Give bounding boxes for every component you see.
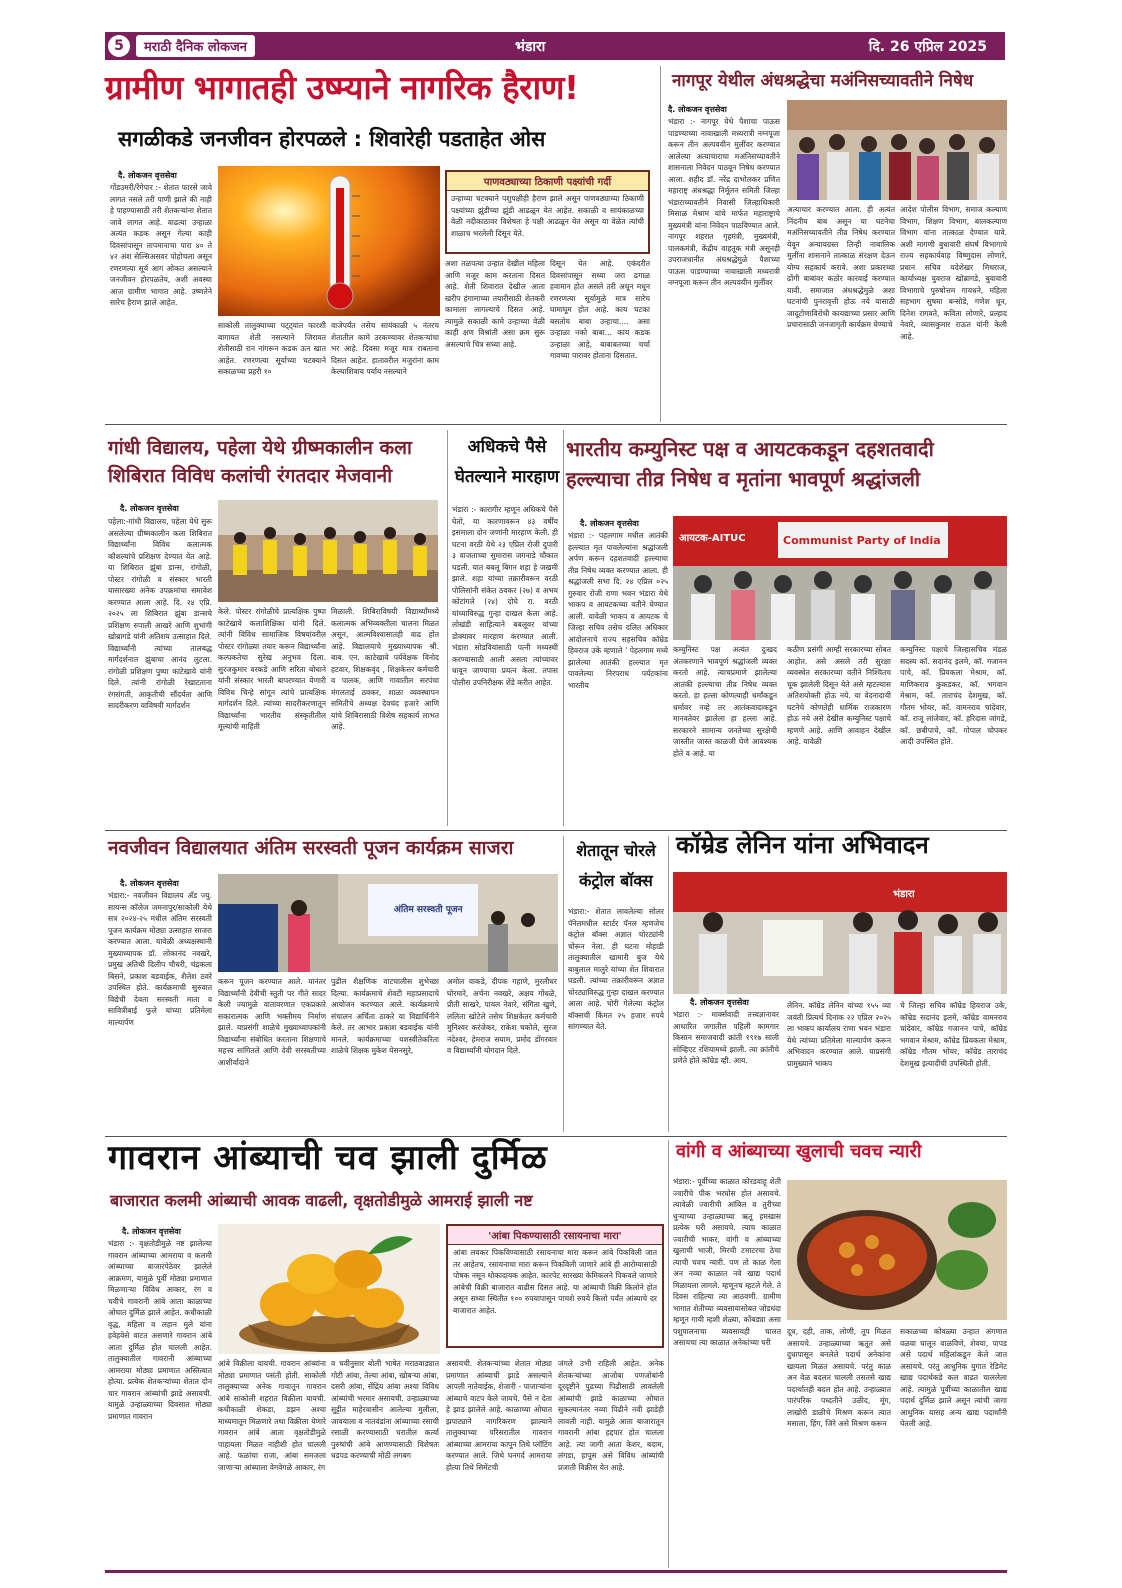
a2-col3: आदेश पोलीस विभाग, समाज कल्याण विभाग, शिक्षण विभाग, बालकल्याण विभाग यांना तात्काळ देण्यात यावे. अशी मागणी बुधावारी संघर्ष विभागाचे राज्य सहकार्यवाह विष्णुदास लोणारे, प्रधान सचिव यदेशेखर मिथराज, कार्याध्यक्ष युवराज खोब्रागडे, बुवावारी विभागाचे पुरुषोत्तम गायधने, महिला सहभाग सुषमा बन्सोडे, गणेश धून, दिनेश रागवते, कविता लोणारे, प्रल्हाद नेवारे, व्यासकुमार राऊत यांनी केली आहे. — [900, 205, 1007, 341]
a9-col1: भंडारा :- वृक्षतोडीमुळे नष्ट झालेल्या गावरान आंब्याच्या आमराया व कलमी आंब्याच्या बाजारपेठेवर झालेले आक्रमण, यामुळे पूर्वी मोठ्या प्रमाणात मिळणाऱ्या विविध आकार, रंग व चवीचे गावरानी आंबे आता काळाच्या ओघात दुर्मिळ झाले आहेत. कधीकाळी वृद्ध, महिला व लहान मुले यांना हवेहवेसे वाटत असणारे गावरान आंबे आता दुर्मिळ होत चालली आहेत. तालुक्यातील गावरानी आंब्याच्या आमराया मोठ्या प्रमाणात अस्तित्वात होत्या. प्रत्येक शेतकऱ्यांच्या शेतात दोन चार गावरान आंब्यांची झाडे असायची. यामुळे उन्हाळ्याच्या दिवसात मोठ्या प्रमाणात गावरान — [108, 1239, 212, 1421]
a1-sidebox-title: पाणवठ्याच्या ठिकाणी पक्ष्यांची गर्दी — [447, 172, 648, 191]
a9-byline: दै. लोकजन वृत्तसेवा — [122, 1227, 181, 1236]
a9-col2: आंबे विक्रीला यायची. गावरान आंब्यांना मोठ्या प्रमाणात पसंती होती. साकोली तालुक्याच्या अनेक गावातून गावरान आंबे साकोली शहरात विक्रीला यायची. कधीकाळी शेकडा, डझन अश्या माध्यमातून मिळणारे तथा विक्रीला येणारे गावरान आंबे आता वृक्षतोडीमुळे पाहायला मिळत नाहीशी होत चालली आहे. फळांचा राजा, आंबा समजला जाणाऱ्या आंब्याला वेगवेगळे आकार, रंग — [218, 1359, 326, 1472]
edition-date: दि. 26 एप्रिल 2025 — [868, 38, 987, 55]
a7-headline-line2: कंट्रोल बॉक्स — [579, 871, 653, 890]
a1-col1: गोंडउमरी/रेंगेपार :- शेतात फारसे जावे लागत नसले तरी पाणी झाले की नाही हे पाहण्यासाठी तरी शेतकऱ्यांना शेतात जावे लागत आहे. वाढत्या उन्हाळा अत्यंत कडक असून गेल्या काही दिवसांपासून तापमानाचा पारा ४० ते ४२ अंश सेल्सिअसवर पोहोचला असून रणरणत्या सूर्य आग ओकत असल्याने जनजीवन होरपळतेय, अशी अवस्था आज ग्रामीण भागात आहे. उष्णतेने सारेच हैराण झाले आहेत. — [110, 183, 212, 307]
a7-text: भंडारा:- शेतात लावलेल्या सोलर पॅनेलमधील स्टार्टर पॅनल म्हणजेच कंट्रोल बॉक्स अज्ञात चोरट्यांनी चोरून नेला. ही घटना मोहाडी तालुक्यातील खामारी बुज येथे बाबुलाल मालुरे यांच्या शेत शिवारात घडली. त्यांच्या तक्रारीवरून अज्ञात चोरट्याविरुद्ध गुन्हा दाखल करण्यात आला आहे. चोरी गेलेल्या कंट्रोल बॉक्सची किंमत २५ हजार रुपये सांगण्यात येते. — [568, 907, 664, 1031]
a3-headline — [108, 434, 448, 490]
a10-col2: दूध, दही, ताक, लोणी, तूप मिळत असायचे. उन्हाळ्याच्या ऋतूत असे दुधापासून बनलेले पदार्थ अनेकांना खायला मिळत असायचे. परंतु काळ अन वेळ बदलत चालली तसतसे खाद्य पदार्थातही बदल होत आहे. उन्हाळ्यात पारंपरिक पध्दतीने उळीद, मूंग, लाखोरी डाळीचे मिश्रण करून त्यात मसाला, हिंग, जिरे असे मिश्रण करून — [787, 1327, 891, 1428]
a5-headline-line2: हल्ल्याचा तीव्र निषेध व मृतांना भावपूर्ण श्रद्धांजली — [566, 467, 921, 491]
a6-byline: दै. लोकजन वृत्तसेवा — [120, 879, 179, 888]
a9-col5: जंगले उभी राहिली आहेत. अनेक शेतकऱ्यांच्या आजोबा पणजोबांनी दूरदृष्टीने पुढच्या पिढीसाठी लावलेली आंब्यांची झाडे काळाच्या ओघात सुकल्यानंतर नव्या पिढीने नवी झाडेही लावली नाही. यामुळे आता बाजारातून गावरानी आंबा हद्दपार होत चालला आहे. त्या जागी आता केशर, बदाम, लंगडा, हापूस असे विविध आंब्यांची प्रजाती विक्रीस येत आहे. — [558, 1359, 664, 1472]
a3-col3: मिळाली. शिबिराविषयी विद्यार्थ्यांमध्ये कलात्मक अभिव्यक्तीला चालना मिळत असून, आत्मविश्वासातही वाढ होत आहे. विद्यालयाचे मुख्याध्यापक श्री. बाब. एन. काटेखाये पर्यवेक्षक विनोद हटवार, शिक्षकवृंद , शिक्षकेत्तर कर्मचारी व पालक, आणि गावातील सरपंचा मंगलताई ठवकर, शाळा व्यवस्थापन समितीचे अध्यक्ष देवचंद हजारे आणि यांचे शिबिरासाठी विशेष सहकार्य लाभत आहे. — [331, 607, 439, 731]
a4-text: भंडारा :- कारागीर म्हणून अधिकचे पैसे घेतो, या कारणावरून ४३ वर्षीय इसमाला दोन जणांनी मारहाण केली. ही घटना वरठी येथे २३ एप्रिल रोजी दुपारी ३ वाजताच्या सुमारास जगनाडे चौकात घडली. यात बबलू बिगन शहा हे जखमी झाले. शहा यांच्या तक्रारीवरून वरठी पोलिसांनी संकेत ठवकर (२७) व अभय कोटांगले (२४) दोघे रा. वरठी यांच्याविरुद्ध गुन्हा दाखल केला आहे. लोखंडी साहित्याने बबलूवर यांच्या डोक्यावर मारहाण करण्यात आली. भंडारा सोडवियांसाठी पत्नी मध्यस्थी करण्यासाठी आली असता त्यांच्यावर धावून जाण्याचा प्रयत्न केला. तपास पोलीस उपनिरीक्षक शेंडे करीत आहेत. — [452, 505, 558, 687]
a1-col3: वाजेपर्यंत तसेच सायंकाळी ५ नंतरच शेतातील कामे उरकण्यावर शेतकऱ्यांचा भर आहे. दिवसा मजूर मात्र राबताना दिसत आहेत. हातावरील मजुरांना काम केल्याशिवाय पर्याय नसल्याने — [331, 321, 439, 376]
a6-photo — [218, 874, 558, 972]
a9-sidebox-title: 'आंबा पिकण्यासाठी रसायनाचा मारा' — [448, 1226, 662, 1245]
a5-byline: दै. लोकजन वृत्तसेवा — [580, 519, 639, 528]
a5-headline-line1: भारतीय कम्युनिस्ट पक्ष व आयटककडून दहशतवादी — [566, 437, 934, 461]
a1-thermometer-photo — [218, 166, 440, 316]
a5-col1: भंडारा :- पहलगाम मधील आतंकी हल्ल्यात मृत पावलेल्यांना श्रद्धांजली अर्पण करून दहशतवादी हल्ल्याचा तीव्र निषेध व्यक्त करण्यात आला. ही श्रद्धांजली सभा दि. २४ एप्रिल ०२५ गुरुवार रोजी राणा भवन भंडारा येथे भाकप व आयटकच्या वतीने घेण्यात आली. यावेळी भाकप व आयटक चे जिल्हा सचिव तसेच दलित अधिकार आंदोलनाचे राज्य सहसचिव कॉम्रेड हिवराज उके म्हणाले ' पेहलगाम मध्ये झालेल्या आतंकी हल्ल्यात मृत पावलेल्या निरपराध पर्यटकांना भारतीय — [568, 531, 668, 690]
a5-col4: कम्युनिस्ट पक्षाचे जिल्हासचिव मंडळ सदस्य कॉ. सदानंद इलमे, कॉ. गजानन पाचे, कॉ. प्रियकला मेश्राम, कॉ. माणिकराव कुकडकर, कॉ. भगवान मेश्राम, कॉ. ताराचंद देशमुख, कॉ. गौतम भोयर, कॉ. वामनराव चांदेवार, कॉ. राजू लांजेवार, कॉ. हरिदास जांगडे, कॉ. छबीपाचे, कॉ. गोपाल चोपकर आदी उपस्थित होते. — [900, 645, 1007, 746]
a10-food-photo — [787, 1180, 1007, 1320]
a1-subheadline: सगळीकडे जनजीवन होरपळले : शिवारेही पडताहेत ओस — [118, 127, 546, 151]
a10-headline: वांगी व आंब्याच्या खुलाची चवच न्यारी — [676, 1141, 922, 1162]
a1-headline: ग्रामीण भागातही उष्म्याने नागरिक हैराण! — [105, 68, 579, 107]
a9-col4: असायची. शेतकऱ्यांच्या शेतात मोठ्या प्रमाणात आंब्याची झाडे असल्याने आपली नातेवाईक, शेजारी - पाजाऱ्यांना आंब्याचे वाटप केले जायचे. पैसे न देता हे झाड झालेले आहे. काळाच्या ओघात झपाट्याने नागरिकरण झाल्याने तालुक्याच्या परिसरातील गावरान आंब्याच्या आमराया कापून तिथे प्लॉटिंग करण्यात आले. जिथे घनगर्द आमराया होत्या तिथे सिमेंटची — [446, 1359, 552, 1472]
a1-col2: साकोली तालुक्याच्या पट्ट्यात फारशी बागायत शेती नसल्याने जिरायत शेतीसाठी रान नांगरून कडक ऊन खात आहेत. रणरणत्या सूर्याच्या चटक्याने सकाळच्या प्रहरी १० — [218, 321, 326, 376]
a1-sidebox-text: उन्हाच्या चटक्याने पशुपक्षीही हैराण झाले असून पाणवठ्याच्या ठिकाणी पक्ष्यांच्या झुंडीच्या झुंडी आढळून येत आहेत. सकाळी व सायंकाळच्या वेळी नदीकाठावर विशेषतः हे पक्षी आढळून येत असून या वेळेत त्यांची शाळाच भरलेली दिसून येते. — [451, 194, 644, 238]
a5-banner-aituc: आयटक-AITUC — [679, 533, 746, 544]
a8-headline: कॉम्रेड लेनिन यांना अभिवादन — [676, 831, 929, 859]
a3-col1: पहेला:-गांधी विद्यालय, पहेला येथे सुरू असलेल्या ग्रीष्मकालीन कला शिबिरात विद्यार्थ्यांना विविध कलात्मक कौशल्यांचे प्रशिक्षण देण्यात येत आहे. या शिबिरात झुंबा डान्स, रांगोळी, पोस्टर रांगोळी व संस्कार भारती यासारख्या अनेक उपक्रमांचा समावेश करण्यात आला आहे. दि. २४ एप्रि. २०२५ ला शिबिरात झुंबा डान्सचे प्रशिक्षण रुपाली आखरे आणि शुभांगी खोब्रागडे यांनी अतिशय उत्साहात दिले. विद्यार्थ्यांनी त्यांच्या तालबद्ध मार्गदर्शनात झुंबाचा आनंद लुटला. रांगोळी प्रशिक्षण पुष्पा काटेखाये यांनी दिले. त्यांनी रांगोळी रेखाटताना रंगसंगती, आकृतीची सौंदर्यता आणि सादरीकरण याविषयी मार्गदर्शन — [108, 517, 212, 710]
a6-col3: पुढील शैक्षणिक वाटचालीस शुभेच्छा दिल्या. कार्यक्रमाचे शेवटी महाप्रसादाचे आयोजन करण्यात आले. कार्यक्रमाचे संचालन अर्चिता ठाकरे या विद्यार्थिनीने केले. तर आभार प्रकाश बडवाईक यांनी मानले. कार्यक्रमाच्या यशस्वीतेकरिता शाळेचे शिक्षक मुकेश येसनसुरे, — [331, 977, 439, 1055]
a2-photo — [787, 100, 1007, 200]
a9-sidebox — [446, 1224, 664, 1348]
a10-col1: भंडारा:- पूर्वीच्या काळात कोरडवाहू शेती ज्वारीचे पीक भरघोस होत असायचे. त्यावेळी ज्वारीची आंबिल व तुरीच्या धुऱ्याच्या उन्हाळ्याच्या ऋतू हमखास प्रत्येक घरी असायचे. त्याच काळात ज्वारीची भाकर, वांगी व आंब्याच्या खुलाची भाजी, मिरची टमाटरचा ठेचा त्याची चवच न्यारी. पण तो काळ गेला अन नव्या काळात नवे खाद्य पदार्थ मिळायला लागले. म्हणूनच म्हटले गेले. ते दिवस राहिल्या त्या आठवणी. ग्रामीण भागात शेतीच्या व्यवसायासोबत जोडधंदा म्हणून गायी म्हशी शेळ्या, कोंबड्या असा पशुपालनाचा व्यवसायही चालत असायचा त्या काळात अनेकांच्या घरी — [673, 1177, 781, 1347]
a5-col3: कठीण प्रसंगी आम्ही सरकारच्या सोबत आहोत. असे असले तरी सुरक्षा व्यवस्थेत सरकारच्या वतीने निश्चितच चूक झालेली दिसून येते असे म्हटल्यास अतिशयोक्ती होऊ नये. या वेदनादायी घटनेचे कोणतेही धार्मिक राजकारण होऊ नये असे देखील कम्युनिस्ट पक्षाचे म्हणणे आहे. आणि आवाहन देखील आहे. यावेळी — [787, 645, 891, 746]
a8-byline: दै. लोकजन वृत्तसेवा — [690, 998, 749, 1007]
a6-col1: भंडारा:- नवजीवन विद्यालय अँड ज्यु. सायन्स कॉलेज जमनापुर/साकोली येथे सत्र २०२४-२५ मधील अंतिम सरस्वती पूजन कार्यक्रम मोठ्या उत्साहात साजरा करण्यात आला. यावेळी अध्यक्षस्थानी मुख्याध्यापक डॉ. लोकानंद नवखरे, प्रमुख अतिथी दिलीप चौधरी, चंद्रकला बिसने, प्रकाश बडवाईक, शैलेश ठवरे उपस्थित होते. कार्यक्रमाची सुरुवात विद्येची देवता सरस्वती माता व सावित्रीबाई फुले यांच्या प्रतिमेला माल्यार्पण — [108, 891, 212, 1027]
a1-sidebox — [445, 170, 650, 254]
a7-headline-line1: शेतातून चोरले — [576, 841, 656, 860]
a3-headline-line1: गांधी विद्यालय, पहेला येथे ग्रीष्मकालीन कला — [108, 437, 412, 459]
a6-headline: नवजीवन विद्यालयात अंतिम सरस्वती पूजन कार्यक्रम साजरा — [108, 837, 514, 859]
a3-photo — [218, 500, 438, 602]
a2-headline: नागपूर येथील अंधश्रद्धेचा मअंनिसच्यावतीने निषेध — [672, 71, 974, 91]
paper-name: मराठी दैनिक लोकजन — [136, 35, 255, 57]
a2-col1: भंडारा :- नागपूर येथे पैशाचा पाऊस पाडण्याच्या नावाखाली मध्यरात्री नग्नपूजा करून तीन अल्पवयीन मुलींवर करण्यात आलेल्या अत्याचाराचा मअंनिसच्यावतीने शासनाला निवेदन पाठवून निषेध करण्यात आला. शहीद डॉ. नरेंद्र दाभोलकर प्रणित महाराष्ट्र अंधश्रद्धा निर्मूलन समिती जिल्हा भंडाराच्यावतीने निवासी जिल्हाधिकारी मिसाळ मेश्राम यांचे मार्फत महाराष्ट्राचे मुख्यमंत्री यांना निवेदन पाठविण्यात आले. नागपूर शहरात गृहमंत्री, मुख्यमंत्री, पालकमंत्री, केंद्रीय वाहतूक मंत्री असूनही उपराजधानीत अंधश्रद्धेमुळे पैशाच्या पाऊस पाडण्याच्या नावाखाली मध्यरात्री नग्नपूजा करून तीन अल्पवयीन मुलींवर — [668, 117, 780, 287]
a1-col4: अशा तळपत्या उन्हात देखील महिला आणि मजूर काम करताना दिसत आहे. शेती शिवारात देखील आता खरीप हंगामाच्या तयारीसाठी शेतकरी कामाला लागल्याचे दिसत आहे. त्यामुळे सकाळी कामे उन्हाच्या वेळी काही क्षण विश्रांती असा क्रम सुरू असल्याचे चित्र सध्या आहे. — [445, 259, 545, 349]
a9-col3: व चवीनुसार बोली भाषेत मराठवाड्यात गोटी आंबा, तेल्या आंबा, खोबऱ्या आंबा, दसरी आंबा, सेंद्रिय आंबा अश्या विविध आंब्यांची भरमार असायची. उन्हाळ्याच्या सुट्टीत माहेरवासीन आलेल्या मुलीला, जावयाला व नातवंडांना आंब्याच्या रसाची रसाळी करण्यासाठी घरातील कर्त्या पुरुषांची आंबे आणण्यासाठी विशेषतः धडपड करण्याची मोठी लगबग — [331, 1359, 439, 1460]
a9-mango-photo — [218, 1224, 440, 1354]
a6-col2: करून पूजन करण्यात आले. यानंतर विद्यार्थ्यांनी देवीची स्तुती पर गीते सादर केली ज्यामुळे वातावरणात एकप्रकारे सकारात्मक आणि भक्तीमय निर्माण झाले. याप्रसंगी शाळेचे मुख्याध्यापकांनी विद्यार्थ्यांना संबोधित करताना शिक्षणाचे महत्त्व सांगितले आणि देवी सरस्वतीच्या आशीर्वादाने — [218, 977, 326, 1067]
a1-byline: दै. लोकजन वृत्तसेवा — [118, 171, 177, 180]
a2-byline: दै. लोकजन वृत्तसेवा — [668, 105, 727, 114]
a8-col1: भंडारा :- मार्क्सवादी तत्त्वज्ञानावर आधारित जगातील पहिली कामगार किसान समाजवादी क्रांती १९१७ साली सोव्हिएट रशियामध्ये झाली. त्या क्रांतीचे प्रणेते होते कॉम्रेड व्ही. आय. — [673, 1010, 779, 1065]
a2-col2: अत्याचार करण्यात आला. ही अत्यंत निंदनीय बाब असून या घटनेचा मअंनिसच्यावतीने तीव्र निषेध करण्यात येवून अन्यायग्रस्त तिन्ही नाबालिक मुलींना शासनाने तात्काळ संरक्षण देऊन योग्य सहकार्य करावे. अशा प्रकारच्या ढोंगी बाबांवर कठोर कारवाई करण्यात यावी. समाजात अंधश्रद्धेमुळे अशा घटनांची पुनरावृत्ती होऊ नये यासाठी जादूटोणाविरोधी कायद्याच्या प्रसार आणि प्रचारासाठी जनजागृती कार्यक्रम घेण्याचे — [787, 205, 895, 329]
a9-subheadline: बाजारात कलमी आंब्याची आवक वाढली, वृक्षतोडीमुळे आमराई झाली नष्ट — [110, 1191, 533, 1210]
a3-byline: दै. लोकजन वृत्तसेवा — [120, 504, 179, 513]
a5-photo — [673, 516, 1007, 640]
a3-headline-line2: शिबिरात विविध कलांची रंगतदार मेजवानी — [108, 465, 393, 487]
a8-col3: चे जिल्हा सचिव कॉम्रेड हिवराज उके, कॉम्रेड सदानंद इलमे, कॉम्रेड वामनराव चांदेवार, कॉम्रेड गजानन पाचे, कॉम्रेड भगवान मेश्राम, कॉम्रेड प्रियकला मेश्राम, कॉम्रेड गौतम भोयर, कॉम्रेड ताराचंद देशमुख इत्यादींची उपस्थिती होती. — [900, 1001, 1007, 1068]
a9-headline: गावरान आंब्याची चव झाली दुर्मिळ — [108, 1138, 548, 1178]
a4-headline-line1: अधिकचे पैसे — [467, 437, 547, 457]
a8-photo — [673, 872, 1007, 994]
page-number: 5 — [108, 35, 130, 57]
a4-headline-line2: घेतल्याने मारहाण — [454, 467, 560, 487]
a8-banner: भंडारा — [893, 889, 915, 900]
a9-sidebox-text: आंबा लवकर पिकविण्यासाठी रसायनाचा मारा करून आंबे पिकविली जात तर आहेतच, रसायनाचा मारा करून पिकविली जाणारे आंबे ही आरोग्यासाठी पोषक नसून धोकादायक आहेत. कारपेट सारख्या केमिकलने पिकवले जाणारे आंबेची विक्री बाजारात वाढीस दिसत आहे. या आंब्याची विक्री किलोने होत असून सध्या स्थितीत १०० रुपयापासून पाचशे रुपये किलो पर्यंत आंब्याचे दर बाजारात आहेत. — [453, 1248, 657, 1315]
page-header — [105, 32, 1005, 60]
a3-col2: केले. पोस्टर रांगोळीचे प्रात्यक्षिक पुष्पा काटेखाये कलाशिक्षिका यांनी दिले. त्यांनी विविध सामाजिक विषयांवरील पोस्टर रांगोळ्या तयार करून विद्यार्थ्यांना कल्पकतेचा सुरेख अनुभव दिला. सुरजकुमार वरकडे आणि सरिता बोधाने यांनी संस्कार भारती बापरण्यात येणारी विविध चिन्हे सांगून त्यांचे प्रात्यक्षिक मार्गदर्शन दिले. त्यांच्या सादरीकरणातून विद्यार्थ्यांना भारतीय संस्कृतीतील मूल्यांची माहिती — [218, 607, 326, 731]
a6-banner: अंतिम सरस्वती पूजन — [394, 905, 463, 915]
a8-col2: लेनिन. कॉम्रेड लेनिन यांच्या १५५ व्या जयंती प्रित्यर्थ दिनांक २२ एप्रिल २०२५ ला भाकप कार्यालय राणा भवन भंडारा येथे त्यांच्या प्रतिमेला माल्यार्पण करून अभिवादन करण्यात आले. याप्रसंगी प्रामुख्याने भाकप — [787, 1001, 891, 1068]
a5-col2: कम्युनिस्ट पक्ष अत्यंत दुःखद अंतकरणाने भावपूर्ण श्रद्धांजली व्यक्त करतो आहे. त्याचप्रमाणे झालेल्या आतंकी हल्ल्याचा तीव्र निषेध व्यक्त करतो. हा हल्ला कोणत्याही धर्मांकडून धर्मावर नव्हे तर आतंकवादाकडून मानवतेवर झालेला हा हल्ला आहे. सरकारने सामान्य जनतेच्या सुरक्षेची जास्तीत जास्त काळजी घेणे आवश्यक होते व आहे. या — [673, 645, 777, 758]
a10-col3: सकाळच्या कोवळ्या उन्हात अंगणात वळवा घालून वाळविणे, शेवया, पापड असे पदार्थ महिलांकडून केले जात असायचे. परंतु आधुनिक युगात रेडिमेट खाद्य पदार्थकडे कल वाढत चाललेला आहे. त्यामुळे पूर्वीच्या काळातील खाद्य पदार्थ दुर्मिळ झाले असून त्यांची जागा आधुनिक यासह अन्य खाद्य पदार्थांनी घेतली आहे. — [900, 1327, 1007, 1428]
a1-col5: दिसून येत आहे. एकंदरीत दिवसांपासून सध्या जरा ढगाळ हवामान होत असले तरी अधून मधून रणरणत्या सूर्यामुळे मात्र सारेच घामाघूम होत आहे. काय चटका बसतोय बाबा उन्हाचा.... असा उन्हाळा नको बाबा... काय कडक उन्हाळा आहे, बाबाबतच्या चर्चा गावच्या पारावर होताना दिसतात. — [550, 259, 650, 360]
a5-banner-cpi: Communist Party of India — [783, 534, 941, 547]
a6-col4: अमोल वाकडे, दीपक गहाणे, मुरलीधर घोरमारे, अर्चना नवखरे, अक्षय गोंधळे, प्रीती साखरे, पायल नेवारे, संगिता खुणे, ललिता खोटेले तसेच शिक्षकेतर कर्मचारी मुनिश्वर करंजेकर, राकेश चकोले, सुरज नंदेश्वर, हेमराज सयाम, प्रमोद डोंगरवार व विद्यार्थ्यांनी योगदान दिले. — [447, 977, 557, 1055]
edition-city: भंडारा — [515, 38, 546, 55]
a4-headline — [452, 432, 562, 492]
a5-headline — [566, 434, 1006, 494]
a7-headline — [566, 836, 666, 896]
